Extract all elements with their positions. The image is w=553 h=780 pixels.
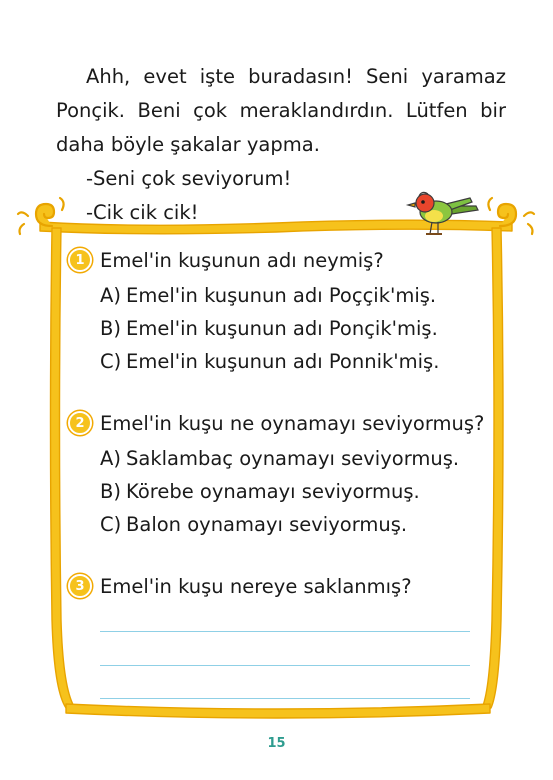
story-line-1: Ahh, evet işte buradasın! Seni yaramaz (86, 65, 506, 88)
page-number: 15 (267, 736, 286, 751)
option-text: Saklambaç oynamayı seviyormuş. (126, 447, 460, 470)
story-line-4: -Seni çok seviyorum! (86, 167, 292, 190)
option-letter: C) (100, 513, 122, 536)
question-1 (68, 248, 384, 272)
question-number-badge: 1 (68, 248, 92, 272)
option-letter: A) (100, 284, 121, 307)
question-text: Emel'in kuşunun adı neymiş? (100, 248, 384, 272)
option-letter: B) (100, 480, 121, 503)
story-line-5: -Cik cik cik! (86, 201, 199, 224)
answer-line[interactable] (100, 665, 470, 666)
question-text: Emel'in kuşu ne oynamayı seviyormuş? (100, 411, 485, 435)
question-text: Emel'in kuşu nereye saklanmış? (100, 574, 412, 598)
question-2 (68, 411, 484, 435)
option-text: Körebe oynamayı seviyormuş. (126, 480, 420, 503)
option-letter: B) (100, 317, 121, 340)
question-number-badge: 3 (68, 574, 92, 598)
question-number-badge: 2 (68, 411, 92, 435)
option-text: Emel'in kuşunun adı Ponnik'miş. (126, 350, 440, 373)
option-text: Emel'in kuşunun adı Poççik'miş. (126, 284, 437, 307)
option-a[interactable] (100, 447, 459, 470)
option-c[interactable] (100, 513, 407, 536)
question-3 (68, 574, 412, 598)
option-text: Emel'in kuşunun adı Ponçik'miş. (126, 317, 438, 340)
answer-line[interactable] (100, 631, 470, 632)
option-text: Balon oynamayı seviyormuş. (126, 513, 408, 536)
option-c[interactable] (100, 350, 439, 373)
option-b[interactable] (100, 480, 420, 503)
option-letter: A) (100, 447, 121, 470)
answer-line[interactable] (100, 698, 470, 699)
story-line-3: daha böyle şakalar yapma. (56, 133, 320, 156)
option-letter: C) (100, 350, 122, 373)
story-line-2: Ponçik. Beni çok meraklandırdın. Lütfen bir (56, 99, 506, 122)
option-b[interactable] (100, 317, 438, 340)
option-a[interactable] (100, 284, 436, 307)
